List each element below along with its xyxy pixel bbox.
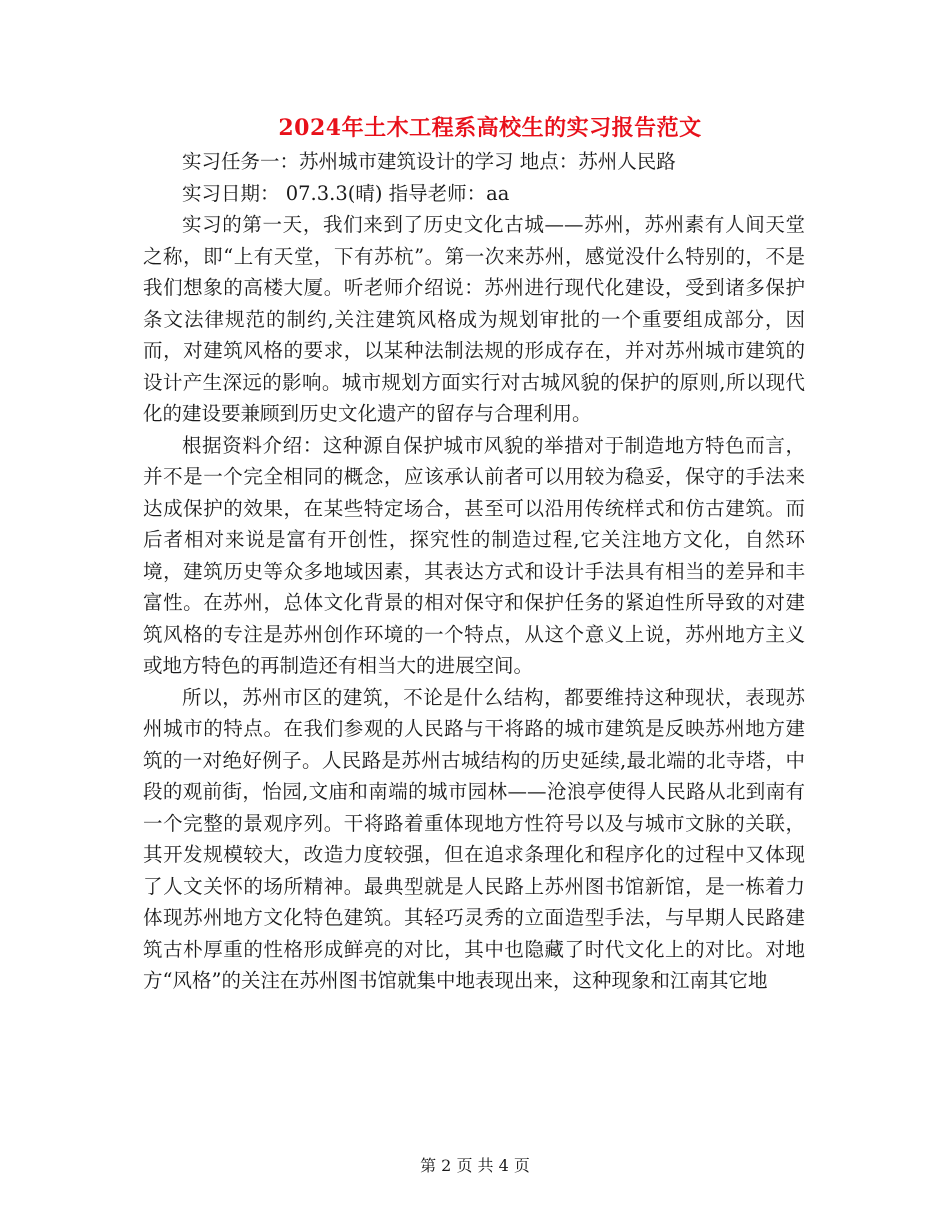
paragraph-2: 根据资料介绍：这种源自保护城市风貌的举措对于制造地方特色而言，并不是一个完全相同的概念，应该承认前者可以用较为稳妥，保守的手法来达成保护的效果，在某些特定场合，甚至可以沿用传统样式和仿古建筑。而后者相对来说是富有开创性，探究性的制造过程,它关注地方文化，自然环境，建筑历史等众多地域因素，其表达方式和设计手法具有相当的差异和丰富性。在苏州，总体文化背景的相对保守和保护任务的紧迫性所导致的对建筑风格的专注是苏州创作环境的一个特点，从这个意义上说，苏州地方主义或地方特色的再制造还有相当大的进展空间。: [143, 433, 805, 677]
page-number-footer: 第 2 页 共 4 页: [420, 1156, 530, 1175]
meta-date-instructor: 实习日期： 07.3.3(晴) 指导老师：aa: [182, 181, 510, 205]
paragraph-1: 实习的第一天，我们来到了历史文化古城——苏州，苏州素有人间天堂之称，即“上有天堂，下有苏杭”。第一次来苏州，感觉没什么特别的，不是我们想象的高楼大厦。听老师介绍说：苏州进行现代化建设，受到诸多保护条文法律规范的制约,关注建筑风格成为规划审批的一个重要组成部分，因而，对建筑风格的要求，以某种法制法规的形成存在，并对苏州城市建筑的设计产生深远的影响。城市规划方面实行对古城风貌的保护的原则,所以现代化的建设要兼顾到历史文化遗产的留存与合理利用。: [143, 213, 805, 425]
document-title: 2024年土木工程系高校生的实习报告范文: [278, 115, 702, 141]
paragraph-3: 所以，苏州市区的建筑，不论是什么结构，都要维持这种现状，表现苏州城市的特点。在我们参观的人民路与干将路的城市建筑是反映苏州地方建筑的一对绝好例子。人民路是苏州古城结构的历史延续,最北端的北寺塔，中段的观前街，怡园,文庙和南端的城市园林——沧浪亭使得人民路从北到南有一个完整的景观序列。干将路着重体现地方性符号以及与城市文脉的关联，其开发规模较大，改造力度较强，但在追求条理化和程序化的过程中又体现了人文关怀的场所精神。最典型就是人民路上苏州图书馆新馆，是一栋着力体现苏州地方文化特色建筑。其轻巧灵秀的立面造型手法，与早期人民路建筑古朴厚重的性格形成鲜亮的对比，其中也隐藏了时代文化上的对比。对地方“风格”的关注在苏州图书馆就集中地表现出来，这种现象和江南其它地: [143, 685, 805, 992]
meta-task-location: 实习任务一：苏州城市建筑设计的学习 地点：苏州人民路: [182, 150, 676, 173]
document-body: [143, 146, 805, 997]
